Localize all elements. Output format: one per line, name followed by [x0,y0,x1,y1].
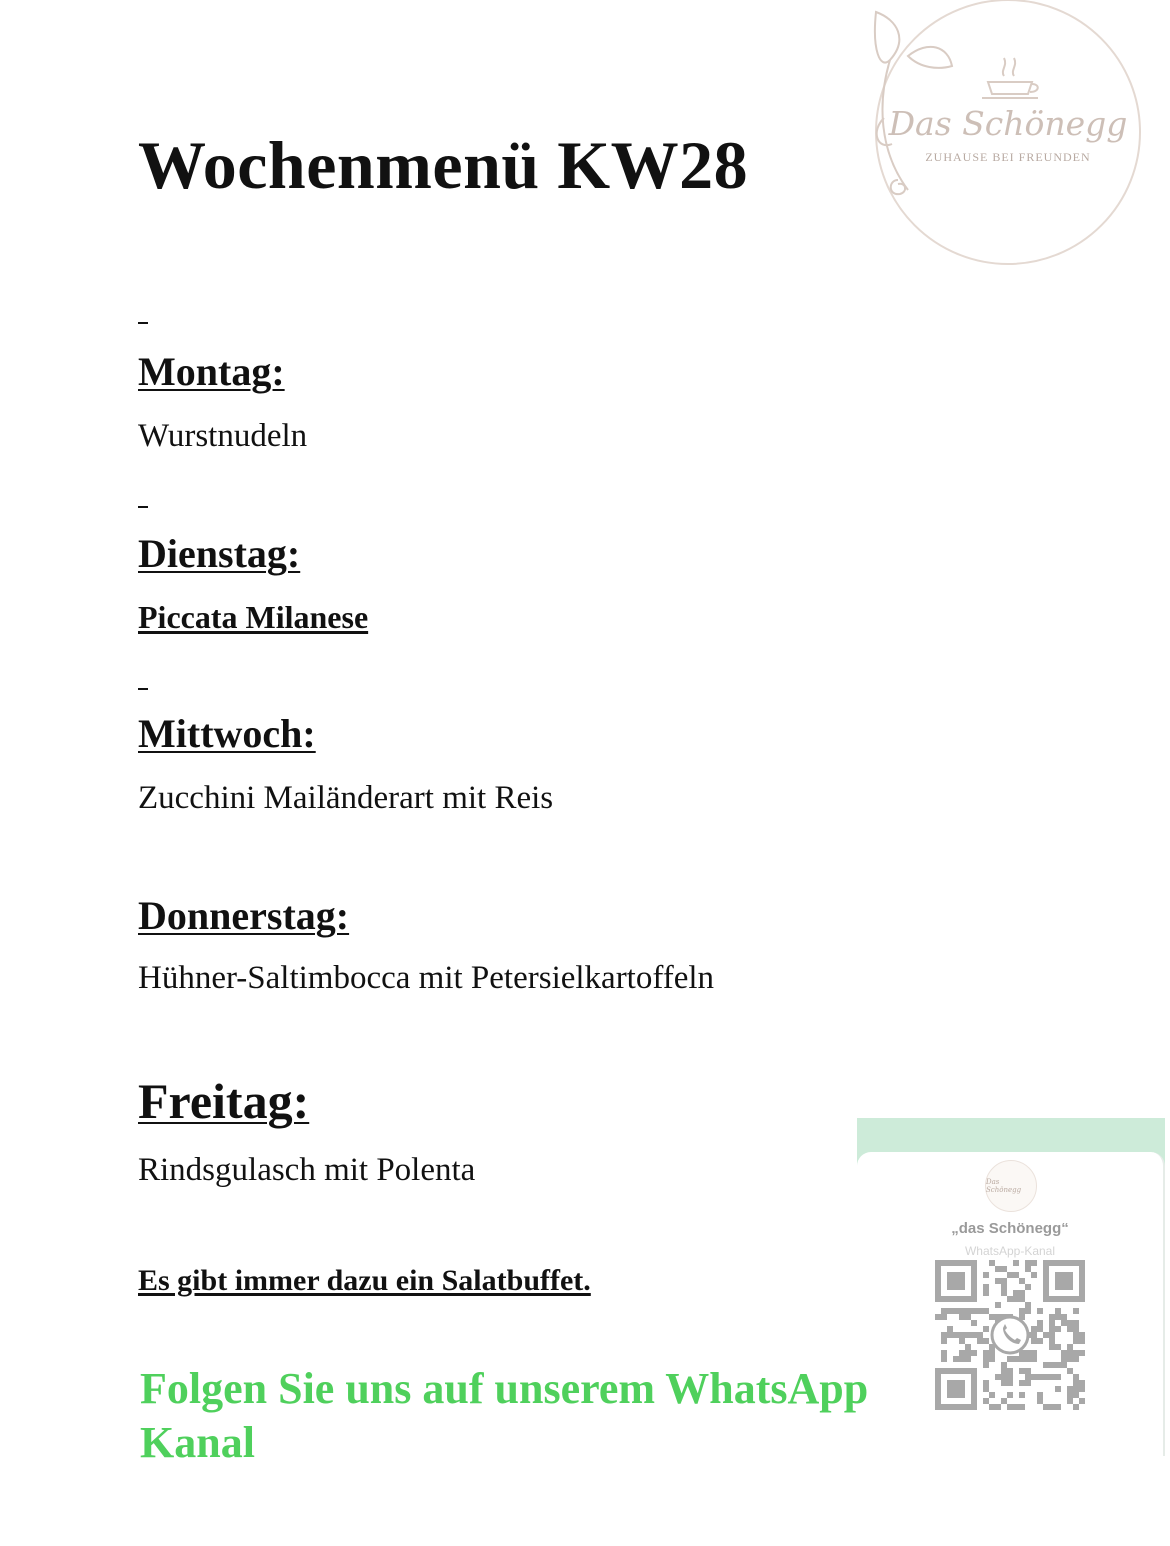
qr-module [1037,1374,1043,1380]
qr-module [1037,1308,1043,1314]
qr-module [1037,1338,1043,1344]
qr-module [1055,1386,1061,1392]
qr-module [983,1284,989,1290]
qr-module [1001,1290,1007,1296]
qr-module [989,1404,995,1410]
qr-module [1067,1320,1073,1326]
qr-module [983,1398,989,1404]
qr-module [1067,1368,1073,1374]
qr-module [1025,1368,1031,1374]
logo [868,0,1148,265]
qr-module [1019,1404,1025,1410]
qr-module [965,1314,971,1320]
qr-module [1001,1380,1007,1386]
qr-module [1067,1344,1073,1350]
qr-module [983,1308,989,1314]
qr-module [1061,1314,1067,1320]
qr-module [1031,1374,1037,1380]
qr-module [1007,1404,1013,1410]
qr-module [1073,1308,1079,1314]
qr-module [1055,1308,1061,1314]
qr-module [977,1332,983,1338]
qr-module [1079,1338,1085,1344]
separator-dash [138,322,148,324]
qr-module [1025,1284,1031,1290]
qr-module [1061,1356,1067,1362]
qr-module [1025,1308,1031,1314]
qr-module [1007,1374,1013,1380]
qr-module [1007,1272,1013,1278]
qr-module [971,1332,977,1338]
day-heading-donnerstag: Donnerstag: [138,893,350,938]
qr-module [989,1350,995,1356]
qr-module [995,1374,1001,1380]
qr-module [1073,1392,1079,1398]
qr-module [1019,1290,1025,1296]
qr-module [941,1338,947,1344]
qr-module [1001,1362,1007,1368]
qr-module [1013,1272,1019,1278]
qr-module [959,1338,965,1344]
qr-module [971,1308,977,1314]
qr-module [953,1332,959,1338]
qr-module [1079,1386,1085,1392]
qr-module [1049,1404,1055,1410]
qr-module [1037,1398,1043,1404]
qr-module [965,1344,971,1350]
dish-mittwoch: Zucchini Mailänderart mit Reis [138,780,554,816]
qr-module [1025,1266,1031,1272]
qr-module [953,1308,959,1314]
qr-module [1079,1398,1085,1404]
qr-module [1049,1314,1055,1320]
dish-freitag: Rindsgulasch mit Polenta [138,1152,476,1188]
qr-module [1067,1350,1073,1356]
qr-module [1031,1326,1037,1332]
qr-module [941,1350,947,1356]
qr-module [983,1386,989,1392]
qr-module [995,1266,1001,1272]
qr-module [971,1320,977,1326]
qr-module [977,1338,983,1344]
logo-tagline: ZUHAUSE BEI FREUNDEN [925,150,1091,164]
qr-module [1007,1296,1013,1302]
qr-module [1031,1260,1037,1266]
qr-module [1013,1296,1019,1302]
qr-module [989,1356,995,1362]
day-heading-freitag: Freitag: [138,1073,310,1129]
qr-module [1019,1356,1025,1362]
qr-module [1013,1290,1019,1296]
qr-module [1043,1332,1049,1338]
qr-module [1067,1326,1073,1332]
channel-type: WhatsApp-Kanal [964,1244,1056,1258]
dish-dienstag: Piccata Milanese [138,599,369,635]
qr-module [1031,1350,1037,1356]
qr-finder-inner [947,1272,965,1290]
qr-module [995,1404,1001,1410]
qr-module [983,1326,989,1332]
qr-module [1049,1332,1055,1338]
qr-module [1019,1278,1025,1284]
channel-avatar: Das Schönegg [985,1160,1037,1212]
qr-finder-inner [1055,1272,1073,1290]
day-heading-montag: Montag: [138,349,285,394]
qr-module [1049,1344,1055,1350]
qr-module [983,1338,989,1344]
qr-module [965,1332,971,1338]
qr-module [1061,1350,1067,1356]
qr-module [1055,1362,1061,1368]
qr-module [965,1350,971,1356]
qr-module [1025,1350,1031,1356]
dish-donnerstag: Hühner-Saltimbocca mit Petersielkartoffeln [138,960,715,996]
salad-buffet-note: Es gibt immer dazu ein Salatbuffet. [138,1264,591,1297]
page-title: Wochenmenü KW28 [138,127,749,203]
qr-module [995,1278,1001,1284]
qr-module [941,1314,947,1320]
channel-name: „das Schönegg“ [951,1220,1069,1237]
qr-module [1031,1272,1037,1278]
qr-module [1025,1374,1031,1380]
qr-module [1049,1362,1055,1368]
qr-module [1037,1326,1043,1332]
qr-module [1007,1380,1013,1386]
qr-module [983,1362,989,1368]
qr-module [1019,1380,1025,1386]
qr-module [1049,1338,1055,1344]
qr-module [1073,1356,1079,1362]
qr-module [1031,1338,1037,1344]
qr-module [989,1314,995,1320]
qr-module [947,1326,953,1332]
separator-dash [138,506,148,508]
qr-module [983,1380,989,1386]
qr-module [1073,1338,1079,1344]
whatsapp-cta[interactable]: Folgen Sie uns auf unserem WhatsApp Kanal [140,1364,869,1467]
qr-module [1013,1404,1019,1410]
qr-module [995,1302,1001,1308]
qr-module [1073,1320,1079,1326]
qr-module [959,1314,965,1320]
qr-module [1073,1374,1079,1380]
qr-module [1001,1266,1007,1272]
qr-module [1019,1368,1025,1374]
qr-module [1061,1362,1067,1368]
qr-module [965,1356,971,1362]
day-heading-mittwoch: Mittwoch: [138,711,316,756]
qr-module [941,1332,947,1338]
separator-dash [138,688,148,690]
qr-module [1055,1344,1061,1350]
qr-module [1001,1278,1007,1284]
qr-module [1019,1296,1025,1302]
qr-module [1079,1350,1085,1356]
qr-module [1007,1368,1013,1374]
qr-module [1043,1362,1049,1368]
qr-module [1001,1374,1007,1380]
qr-module [1061,1320,1067,1326]
qr-module [1025,1380,1031,1386]
qr-module [1031,1356,1037,1362]
qr-module [1043,1374,1049,1380]
qr-module [1007,1392,1013,1398]
qr-module [983,1350,989,1356]
qr-module [1001,1398,1007,1404]
logo-name: Das Schönegg [888,104,1128,143]
qr-module [1073,1386,1079,1392]
qr-module [947,1308,953,1314]
whatsapp-icon [992,1317,1028,1353]
qr-module [1043,1404,1049,1410]
qr-module [983,1272,989,1278]
qr-module [947,1332,953,1338]
qr-module [935,1314,941,1320]
qr-module [1067,1356,1073,1362]
qr-module [1001,1368,1007,1374]
qr-module [1037,1392,1043,1398]
qr-module [959,1308,965,1314]
qr-module [1013,1356,1019,1362]
qr-module [1025,1260,1031,1266]
qr-module [959,1332,965,1338]
qr-module [971,1350,977,1356]
qr-module [1025,1302,1031,1308]
qr-module [1055,1374,1061,1380]
qr-module [959,1350,965,1356]
qr-module [1049,1374,1055,1380]
qr-module [1067,1392,1073,1398]
qr-module [1037,1320,1043,1326]
qr-module [1067,1398,1073,1404]
qr-module [1079,1380,1085,1386]
qr-module [1055,1326,1061,1332]
qr-module [941,1308,947,1314]
qr-module [1067,1386,1073,1392]
qr-module [989,1392,995,1398]
qr-module [983,1356,989,1362]
qr-module [1073,1326,1079,1332]
qr-module [1049,1320,1055,1326]
qr-module [1073,1404,1079,1410]
qr-module [1079,1332,1085,1338]
qr-module [1019,1308,1025,1314]
qr-module [1001,1284,1007,1290]
qr-module [1055,1404,1061,1410]
qr-module [1019,1392,1025,1398]
qr-module [1031,1332,1037,1338]
qr-module [1073,1332,1079,1338]
qr-module [989,1260,995,1266]
qr-module [1073,1380,1079,1386]
qr-module [977,1308,983,1314]
qr-module [965,1308,971,1314]
qr-module [1025,1356,1031,1362]
qr-module [1055,1314,1061,1320]
day-heading-dienstag: Dienstag: [138,531,301,576]
qr-module [1073,1350,1079,1356]
qr-module [1013,1260,1019,1266]
qr-module [983,1290,989,1296]
qr-module [1049,1326,1055,1332]
qr-module [1007,1356,1013,1362]
dish-montag: Wurstnudeln [138,418,308,454]
